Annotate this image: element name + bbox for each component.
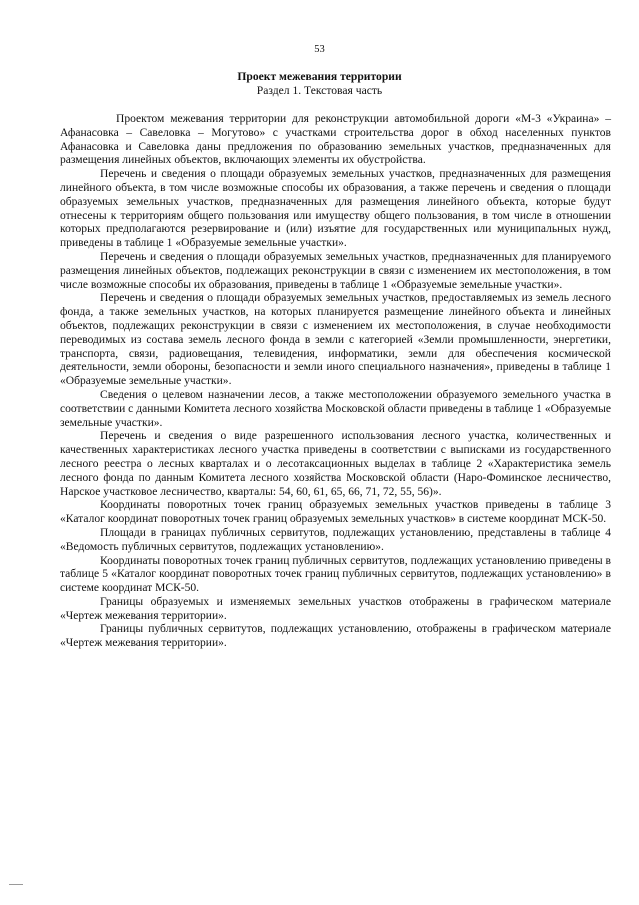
paragraph: Сведения о целевом назначении лесов, а также местоположении образуемого земельного участка в соответствии с данными Комитета лесного хозяйства Московской области приведены в таблице 1 «Образуемые земельные участки». bbox=[60, 388, 611, 429]
paragraph: Границы публичных сервитутов, подлежащих установлению, отображены в графическом материале «Чертеж межевания территории». bbox=[60, 623, 611, 650]
body-text bbox=[60, 113, 611, 651]
section-subtitle: Раздел 1. Текстовая часть bbox=[256, 84, 383, 97]
paragraph: Площади в границах публичных сервитутов, подлежащих установлению, представлены в таблице 4 «Ведомость публичных сервитутов, подлежащих установлению». bbox=[60, 526, 611, 553]
page-number: 53 bbox=[314, 44, 325, 55]
paragraph: Перечень и сведения о площади образуемых земельных участков, предназначенных для размещения линейного объекта, в том числе возможные способы их образования, а также перечень и сведения о площади образуемых земельных участков, предназначенных для размещения линейного объекта, которые будут отнесены к территориям общего пользования или имуществу общего пользования, в том числе в отношении которых предполагаются резервирование и (или) изъятие для государственных или муниципальных нужд, приведены в таблице 1 «Образуемые земельные участки». bbox=[60, 168, 611, 250]
paragraph: Перечень и сведения о площади образуемых земельных участков, предназначенных для планируемого размещения линейных объектов, подлежащих реконструкции в связи с изменением их местоположения, в том числе возможные способы их образования, приведены в таблице 1 «Образуемые земельные участки». bbox=[60, 250, 611, 291]
paragraph: Границы образуемых и изменяемых земельных участков отображены в графическом материале «Чертеж межевания территории». bbox=[60, 595, 611, 622]
paragraph: Координаты поворотных точек границ публичных сервитутов, подлежащих установлению приведены в таблице 5 «Каталог координат поворотных точек границ публичных сервитутов, подлежащих установлению» в системе координат МСК-50. bbox=[60, 554, 611, 595]
paragraph: Перечень и сведения о виде разрешенного использования лесного участка, количественных и качественных характеристиках лесного участка приведены в соответствии с выписками из государственного лесного реестра о лесных кварталах и о лесотаксационных выделах в таблице 2 «Характеристика земель лесного фонда по данным Комитета лесного хозяйства Московской области (Наро-Фоминское лесничество, Нарское участковое лесничество, кварталы: 54, 60, 61, 65, 66, 71, 72, 55, 56)». bbox=[60, 430, 611, 498]
paragraph: Перечень и сведения о площади образуемых земельных участков, предоставляемых из земель лесного фонда, а также земельных участков, на которых планируется размещение линейного объекта и линейных объектов, подлежащих реконструкции в связи с изменением их местоположения, в случае необходимости переводимых из состава земель лесного фонда в земли с категорией «Земли промышленности, энергетики, транспорта, связи, радиовещания, телевидения, информатики, земли для обеспечения космической деятельности, земли обороны, безопасности и земли иного специального назначения», приведены в таблице 1 «Образуемые земельные участки». bbox=[60, 292, 611, 388]
document-title: Проект межевания территории bbox=[237, 70, 402, 83]
paragraph: Проектом межевания территории для реконструкции автомобильной дороги «М-3 «Украина» – Афанасовка – Савеловка – Могутово» с участками строительства дорог в обход населенных пунктов Афанасовка и Савеловка даны предложения по образованию земельных участков, предназначенных для размещения линейных объектов, включающих элементы их обустройства. bbox=[60, 113, 611, 167]
scan-artifact bbox=[9, 884, 23, 885]
paragraph: Координаты поворотных точек границ образуемых земельных участков приведены в таблице 3 «Каталог координат поворотных точек границ образуемых земельных участков» в системе координат МСК-50. bbox=[60, 499, 611, 526]
